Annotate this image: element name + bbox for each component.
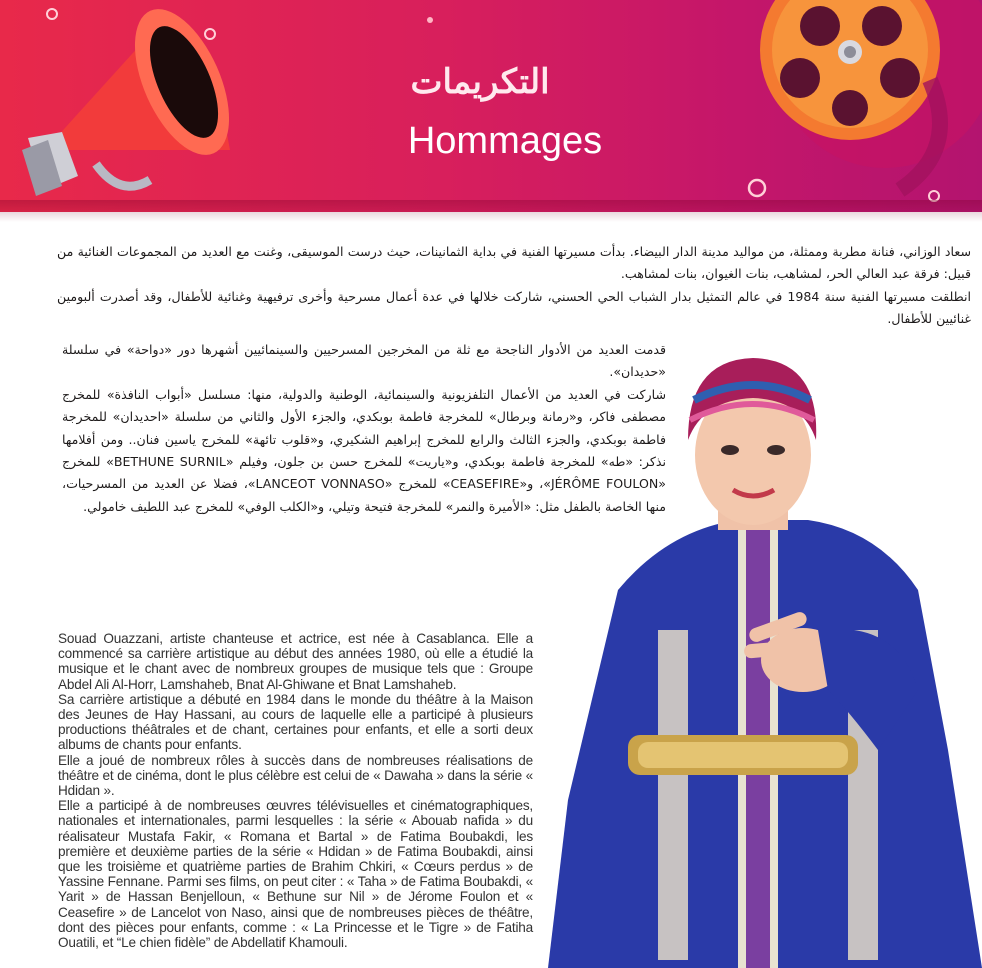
arabic-bio-paragraph: شاركت في العديد من الأعمال التلفزيونية والسينمائية، الوطنية والدولية، منها: مسلسل «أبواب النافذة» للمخرج مصطفى فاكر، و«رمانة وبرطال» للمخرجة فاطمة بوبكدي، والجزء الأول والثاني من سلسلة «احديدان» للمخرجة فاطمة بوبكدي، والجزء الثالث والرابع للمخرج إبراهيم الشكيري، و«قلوب تائهة» للمخرج ياسين فنان.. ومن أفلامها نذكر: «طه» للمخرجة فاطمة بوبكدي، و«ياريت» للمخرج حسن بن جلون، وفيلم «BETHUNE SURNIL» للمخرج «JÉRÔME FOULON»، و«CEASEFIRE» للمخرج «LANCEOT VONNASO»، فضلا عن العديد من المسرحيات، منها الخاصة بالطفل مثل: «الأميرة والنمر» للمخرجة فتيحة وتيلي، و«الكلب الوفي» للمخرج عبد اللطيف خامولي. (62, 386, 666, 514)
arabic-bio-paragraph: سعاد الوزاني، فنانة مطربة وممثلة، من مواليد مدينة الدار البيضاء. بدأت مسيرتها الفنية في بداية الثمانينات، حيث درست الموسيقى، وغنت مع العديد من المجموعات الغنائية من قبيل: فرقة عبد العالي الحر، لمشاهب، بنات الغيوان، بنات لمشاهب. (57, 244, 971, 282)
banner-shadow (0, 200, 982, 222)
banner-decoration (0, 0, 982, 212)
megaphone-icon (22, 0, 248, 196)
banner-title-arabic: التكريمات (410, 62, 550, 102)
french-bio (58, 631, 533, 950)
arabic-bio-career (62, 339, 666, 518)
film-reel-icon (760, 0, 982, 190)
arabic-bio-paragraph: انطلقت مسيرتها الفنية سنة 1984 في عالم التمثيل بدار الشباب الحي الحسني، شاركت خلالها في عدة أعمال مسرحية وأخرى ترفيهية وغنائية للأطفال، وقد أصدرت ألبومين غنائيين للأطفال. (57, 288, 971, 327)
header-banner (0, 0, 982, 212)
french-bio-paragraph: Sa carrière artistique a débuté en 1984 dans le monde du théâtre à la Maison des Jeunes de Hay Hassani, au cours de laquelle elle a participé à plusieurs productions théâtrales et de chant, certaines pour enfants, et elle a sorti deux albums de chants pour enfants. (58, 691, 533, 753)
arabic-bio-intro (57, 241, 971, 331)
arabic-bio-paragraph: قدمت العديد من الأدوار الناجحة مع ثلة من المخرجين المسرحيين والسينمائيين أشهرها دور «دواحة» في سلسلة «حديدان». (62, 342, 666, 380)
french-bio-paragraph: Souad Ouazzani, artiste chanteuse et actrice, est née à Casablanca. Elle a commencé sa carrière artistique au début des années 1980, où elle a étudié la musique et le chant avec de nombreux groupes de musique tels que : Groupe Abdel Ali Al-Horr, Lamshaheb, Bnat Al-Ghiwane et Bnat Lamshaheb. (58, 631, 533, 692)
french-bio-paragraph: Elle a joué de nombreux rôles à succès dans de nombreuses réalisations de théâtre et de cinéma, dont le plus célèbre est celui de « Dawaha » dans la série « Hdidan ». (58, 752, 533, 799)
banner-title-french: Hommages (407, 120, 603, 162)
french-bio-paragraph: Elle a participé à de nombreuses œuvres télévisuelles et cinématographiques, nationales et internationales, parmi lesquelles : la série « Abouab nafida » du réalisateur Mustafa Fakir, « Romana et Bartal » de Fatima Boubakdi, les première et deuxième parties de la série « Hdidan » de Fatima Boubakdi, ainsi que les troisième et quatrième parties de Brahim Chkiri, « Cœurs perdus » de Yassine Fennane. Parmi ses films, on peut citer : « Taha » de Fatima Boubakdi, « Yarit » de Hassan Benjelloun, « Bethune sur Nil » de Jérome Foulon et « Ceasefire » de Lancelot von Naso, ainsi que de nombreuses pièces de théâtre, dont des pièces pour enfants, comme : « La Princesse et le Tigre » de Fatiha Ouatili, et “Le chien fidèle” de Abdellatif Khamouli. (58, 798, 533, 951)
